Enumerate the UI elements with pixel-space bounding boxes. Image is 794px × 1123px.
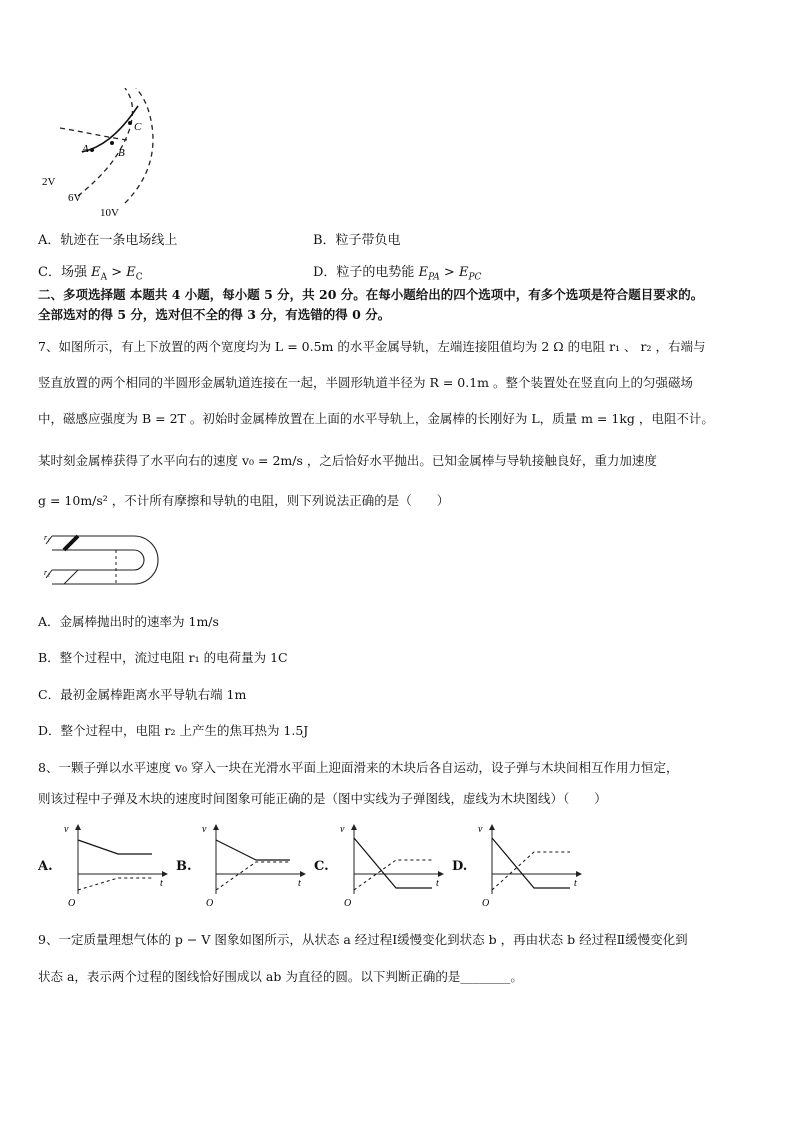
section2-line2: 全部选对的得 5 分，选对但不全的得 3 分，有选错的得 0 分。 <box>38 307 391 322</box>
graph-d-t: t <box>574 878 577 889</box>
q6-option-c-prefix: C．场强 <box>38 265 92 280</box>
graph-d <box>474 822 584 910</box>
q8-label-d: D. <box>452 859 468 874</box>
q7-option-c: C．最初金属棒距离水平导轨右端 1m <box>38 687 247 702</box>
q6-option-d-mid: > E <box>439 265 469 280</box>
rail-figure <box>38 530 163 592</box>
graph-b-block <box>216 862 290 890</box>
label-b: B <box>118 147 125 159</box>
label-10v: 10V <box>100 207 119 219</box>
metal-bar <box>64 536 78 550</box>
graph-c-block <box>354 860 432 890</box>
inner-semicircle <box>134 550 144 570</box>
graph-b-v: v <box>202 824 207 835</box>
graph-b-bullet <box>216 840 290 860</box>
label-6v: 6V <box>68 192 82 204</box>
graph-a-v: v <box>64 824 69 835</box>
q8-label-c: C. <box>314 859 329 874</box>
q7-option-d: D．整个过程中，电阻 r₂ 上产生的焦耳热为 1.5J <box>38 723 309 738</box>
label-2v: 2V <box>42 176 56 188</box>
graph-a-bullet <box>78 840 152 854</box>
outer-semicircle <box>134 536 158 584</box>
q7-line4: 某时刻金属棒获得了水平向右的速度 v₀ = 2m/s ，之后恰好水平抛出。已知金属棒与导轨接触良好，重力加速度 <box>38 453 657 468</box>
q6-option-d-sub2: PC <box>468 272 482 283</box>
q7-line2: 竖直放置的两个相同的半圆形金属轨道连接在一起，半圆形轨道半径为 R = 0.1m 。整个装置处在竖直向上的匀强磁场 <box>38 375 694 390</box>
graph-c-t: t <box>436 878 439 889</box>
q7-line3: 中，磁感应强度为 B = 2T 。初始时金属棒放置在上面的水平导轨上，金属棒的长刚好为 L，质量 m = 1kg ，电阻不计。 <box>38 411 714 426</box>
graph-d-o: O <box>482 898 490 909</box>
q6-option-c <box>38 261 143 283</box>
equipotential-10v <box>125 88 153 203</box>
q7-line5: g = 10m/s² ，不计所有摩擦和导轨的电阻，则下列说法正确的是（ ） <box>38 493 450 508</box>
label-r2: r₂ <box>44 568 50 577</box>
lower-slant <box>64 570 78 584</box>
q7-option-b: B．整个过程中，流过电阻 r₁ 的电荷量为 1C <box>38 650 288 665</box>
graph-a-block <box>78 878 152 890</box>
q6-option-b: B．粒子带负电 <box>313 233 401 248</box>
graph-a <box>60 822 170 910</box>
q8-label-a: A. <box>38 859 53 874</box>
q6-option-c-sub1: A <box>100 272 108 283</box>
point-a <box>90 148 94 152</box>
q6-option-a: A．轨迹在一条电场线上 <box>38 233 178 248</box>
q6-option-c-mid: > E <box>107 265 136 280</box>
label-r1: r₁ <box>44 533 50 542</box>
graph-a-t: t <box>160 878 163 889</box>
q6-option-c-sub2: C <box>135 272 143 283</box>
q6-option-d-sub1: PA <box>428 272 440 283</box>
graph-c-bullet <box>354 838 432 888</box>
section2-line1: 二、多项选择题 本题共 4 小题，每小题 5 分，共 20 分。在每小题给出的四个选项中，有多个选项是符合题目要求的。 <box>38 287 704 302</box>
graph-a-o: O <box>68 898 76 909</box>
graph-d-bullet <box>492 838 570 888</box>
point-b <box>110 141 114 145</box>
equipotential-2v <box>60 128 128 140</box>
q6-option-d-e1: E <box>418 265 429 280</box>
q7-option-a: A．金属棒抛出时的速率为 1m/s <box>38 614 219 629</box>
graph-c <box>336 822 446 910</box>
q6-option-d <box>313 261 481 283</box>
graph-d-v: v <box>478 824 483 835</box>
q9-line2: 状态 a，表示两个过程的图线恰好围成以 ab 为直径的圆。以下判断正确的是________。 <box>38 969 523 984</box>
equipotential-figure <box>30 88 170 223</box>
q8-label-b: B. <box>176 859 192 874</box>
q8-line1: 8、一颗子弹以水平速度 v₀ 穿入一块在光滑水平面上迎面滑来的木块后各自运动，设子弹与木块间相互作用力恒定， <box>38 760 679 775</box>
q7-line1: 7、如图所示，有上下放置的两个宽度均为 L = 0.5m 的水平金属导轨，左端连接阻值均为 2 Ω 的电阻 r₁ 、 r₂ ，右端与 <box>38 339 706 354</box>
point-c <box>128 121 132 125</box>
graph-c-v: v <box>340 824 345 835</box>
graph-b <box>198 822 308 910</box>
q9-line1: 9、一定质量理想气体的 p − V 图象如图所示，从状态 a 经过程Ⅰ缓慢变化到状态 b ，再由状态 b 经过程Ⅱ缓慢变化到 <box>38 932 688 947</box>
q6-option-c-e1: E <box>91 265 101 280</box>
q8-line2: 则该过程中子弹及木块的速度时间图象可能正确的是（图中实线为子弹图线，虚线为木块图线）（ ） <box>38 791 607 806</box>
graph-c-o: O <box>344 898 352 909</box>
graph-b-t: t <box>298 878 301 889</box>
graph-b-o: O <box>206 898 214 909</box>
label-c: C <box>134 121 142 133</box>
label-a: A <box>82 143 89 155</box>
q6-option-d-prefix: D．粒子的电势能 <box>313 265 419 280</box>
